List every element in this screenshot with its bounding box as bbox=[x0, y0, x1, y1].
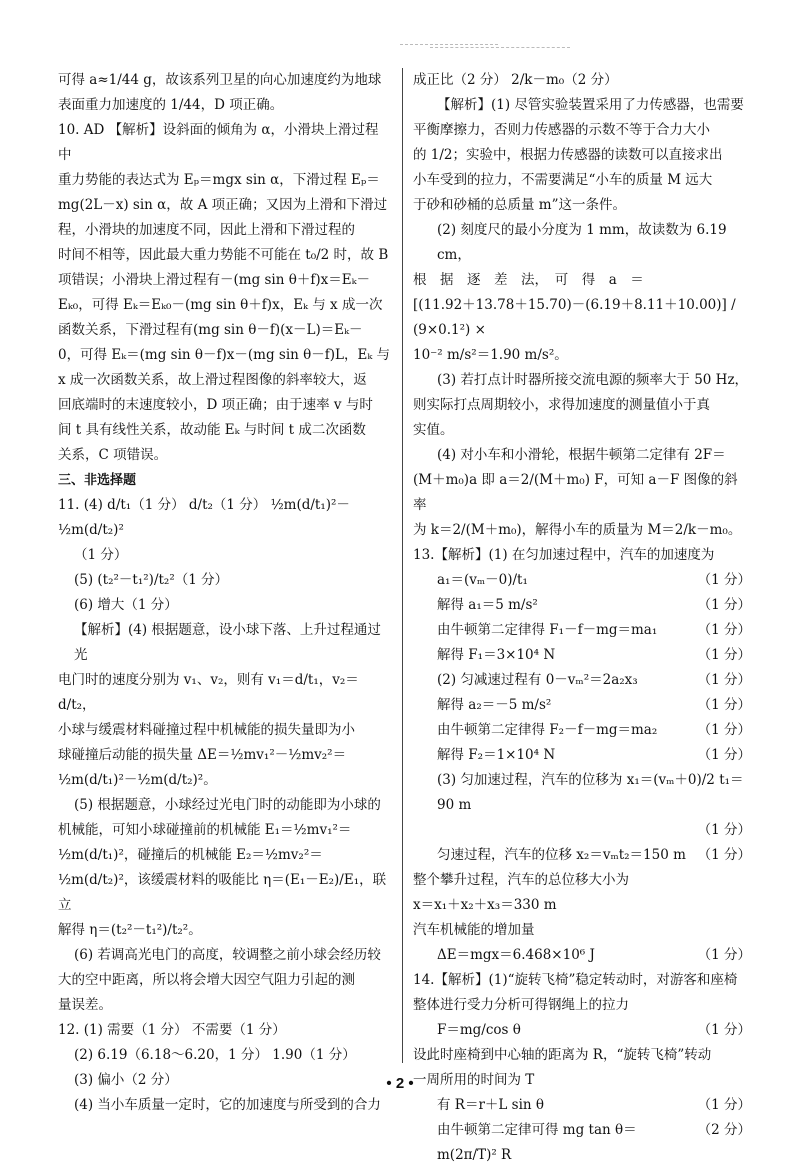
text-line: (2) 6.19（6.18～6.20，1 分） 1.90（1 分） bbox=[74, 1047, 356, 1063]
text-line: (4) 当小车质量一定时，它的加速度与所受到的合力 bbox=[74, 1097, 381, 1113]
text-line bbox=[413, 343, 751, 368]
score-label: （1 分） bbox=[697, 747, 751, 763]
text-line bbox=[413, 968, 751, 993]
text-line bbox=[413, 93, 751, 118]
line-text: 的 1/2；实验中，根据力传感器的读数可以直接求出 bbox=[413, 147, 723, 163]
text-line bbox=[413, 693, 751, 718]
text-line bbox=[413, 418, 751, 443]
text-line bbox=[413, 868, 751, 893]
score-label: （1 分） bbox=[697, 572, 751, 588]
text-line bbox=[413, 643, 751, 668]
left-column bbox=[58, 68, 392, 1113]
line-text: 由牛顿第二定律可得 mg tan θ＝m(2π/T)² R bbox=[437, 1122, 637, 1163]
page-number: • 2 • bbox=[386, 1075, 414, 1092]
text-line: ½m(d/t₁)²，碰撞后的机械能 E₂＝½mv₂²＝ bbox=[58, 847, 323, 863]
right-column bbox=[413, 68, 751, 1163]
text-line: x 成一次函数关系，故上滑过程图像的斜率较大，返 bbox=[58, 372, 367, 388]
text-line bbox=[413, 943, 751, 968]
text-line bbox=[413, 993, 751, 1018]
text-line: 11. (4) d/t₁（1 分） d/t₂（1 分） ½m(d/t₁)²－½m(d/t₂)² bbox=[58, 497, 350, 538]
text-line bbox=[413, 718, 751, 743]
line-text: 解得 F₂＝1×10⁴ N bbox=[437, 747, 556, 763]
text-line: 表面重力加速度的 1/44，D 项正确。 bbox=[58, 97, 284, 113]
text-line bbox=[413, 843, 751, 868]
text-line bbox=[413, 518, 751, 543]
line-text: (3) 匀加速过程，汽车的位移为 x₁＝(vₘ＋0)/2 t₁＝90 m bbox=[437, 772, 744, 813]
text-line bbox=[413, 768, 751, 818]
text-line: ½m(d/t₁)²－½m(d/t₂)²。 bbox=[58, 772, 217, 788]
score-label: （2 分） bbox=[697, 1122, 751, 1138]
line-text: x＝x₁＋x₂＋x₃＝330 m bbox=[413, 897, 557, 913]
line-text: (M＋m₀)a 即 a＝2/(M＋m₀) F，可知 a－F 图像的斜率 bbox=[413, 472, 738, 513]
text-line bbox=[413, 593, 751, 618]
text-line bbox=[413, 218, 751, 268]
text-line: 10. AD 【解析】设斜面的倾角为 α，小滑块上滑过程中 bbox=[58, 122, 379, 163]
text-line bbox=[413, 193, 751, 218]
line-text: 根 据 逐 差 法， 可 得 a ＝ bbox=[413, 272, 644, 288]
text-line: 球碰撞后动能的损失量 ΔE＝½mv₁²－½mv₂²＝ bbox=[58, 747, 347, 763]
text-line bbox=[413, 118, 751, 143]
text-line: 小球与缓震材料碰撞过程中机械能的损失量即为小 bbox=[58, 722, 355, 738]
text-line bbox=[413, 1043, 751, 1068]
text-line bbox=[413, 543, 751, 568]
text-line bbox=[413, 1118, 751, 1168]
text-line: 0，可得 Eₖ＝(mg sin θ－f)x－(mg sin θ－f)L，Eₖ 与 bbox=[58, 347, 391, 363]
text-line: （1 分） bbox=[74, 547, 128, 563]
text-line: 电门时的速度分别为 v₁、v₂，则有 v₁＝d/t₁，v₂＝d/t₂， bbox=[58, 672, 359, 713]
line-text: 小车受到的拉力，不需要满足“小车的质量 M 远大 bbox=[413, 172, 713, 188]
text-line: 程，小滑块的加速度不同，因此上滑和下滑过程的 bbox=[58, 222, 355, 238]
line-text bbox=[413, 818, 437, 843]
text-line bbox=[413, 143, 751, 168]
text-line: 【解析】(4) 根据题意，设小球下落、上升过程通过光 bbox=[74, 622, 381, 663]
text-line: (6) 若调高光电门的高度，较调整之前小球会经历较 bbox=[74, 947, 381, 963]
line-text: 于砂和砂桶的总质量 m”这一条件。 bbox=[413, 197, 626, 213]
score-label: （1 分） bbox=[697, 847, 751, 863]
text-line: 大的空中距离，所以将会增大因空气阻力引起的测 bbox=[58, 972, 355, 988]
line-text: 则实际打点周期较小，求得加速度的测量值小于真 bbox=[413, 397, 710, 413]
score-label: （1 分） bbox=[697, 1022, 751, 1038]
line-text: 10⁻² m/s²＝1.90 m/s²。 bbox=[413, 347, 568, 363]
text-line bbox=[413, 618, 751, 643]
score-label: （1 分） bbox=[697, 722, 751, 738]
text-line bbox=[413, 568, 751, 593]
text-line: 三、非选择题 bbox=[58, 473, 137, 488]
text-line bbox=[413, 918, 751, 943]
text-line bbox=[413, 393, 751, 418]
text-line bbox=[413, 268, 751, 293]
line-text: 整个攀升过程，汽车的总位移大小为 bbox=[413, 872, 629, 888]
score-label: （1 分） bbox=[697, 697, 751, 713]
line-text: 匀速过程，汽车的位移 x₂＝vₘt₂＝150 m bbox=[437, 847, 686, 863]
text-line: 重力势能的表达式为 Eₚ＝mgx sin α，下滑过程 Eₚ＝ bbox=[58, 172, 380, 188]
line-text: 成正比（2 分） 2/k－m₀（2 分） bbox=[413, 72, 618, 88]
text-line: 可得 a≈1/44 g，故该系列卫星的向心加速度约为地球 bbox=[58, 72, 382, 88]
score-label: （1 分） bbox=[697, 947, 751, 963]
line-text: 由牛顿第二定律得 F₂－f－mg＝ma₂ bbox=[437, 722, 658, 738]
line-text: F＝mg/cos θ bbox=[437, 1022, 521, 1038]
top-rule bbox=[430, 47, 570, 48]
text-line bbox=[413, 1093, 751, 1118]
score-label: （1 分） bbox=[697, 597, 751, 613]
text-line bbox=[413, 68, 751, 93]
text-line: 量误差。 bbox=[58, 997, 112, 1013]
text-line: mg(2L－x) sin α，故 A 项正确；又因为上滑和下滑过 bbox=[58, 197, 388, 213]
line-text: 有 R＝r＋L sin θ bbox=[437, 1097, 545, 1113]
text-line: 解得 η＝(t₂²－t₁²)/t₂²。 bbox=[58, 922, 202, 938]
column-divider bbox=[402, 68, 403, 1063]
score-label: （1 分） bbox=[697, 622, 751, 638]
line-text: (3) 若打点计时器所接交流电源的频率大于 50 Hz， bbox=[437, 372, 749, 388]
text-line: 函数关系，下滑过程有(mg sin θ－f)(x－L)＝Eₖ－ bbox=[58, 322, 363, 338]
text-line bbox=[413, 743, 751, 768]
line-text: 整体进行受力分析可得钢绳上的拉力 bbox=[413, 997, 629, 1013]
text-line bbox=[413, 293, 751, 343]
text-line: 项错误；小滑块上滑过程有－(mg sin θ＋f)x＝Eₖ－ bbox=[58, 272, 371, 288]
line-text: 由牛顿第二定律得 F₁－f－mg＝ma₁ bbox=[437, 622, 658, 638]
score-label: （1 分） bbox=[697, 672, 751, 688]
text-line bbox=[413, 668, 751, 693]
line-text: 平衡摩擦力，否则力传感器的示数不等于合力大小 bbox=[413, 122, 710, 138]
line-text: (4) 对小车和小滑轮，根据牛顿第二定律有 2F＝ bbox=[437, 447, 726, 463]
line-text: 实值。 bbox=[413, 422, 454, 438]
text-line: 机械能，可知小球碰撞前的机械能 E₁＝½mv₁²＝ bbox=[58, 822, 352, 838]
text-line: 12. (1) 需要（1 分） 不需要（1 分） bbox=[58, 1022, 286, 1038]
text-line bbox=[413, 468, 751, 518]
line-text: 解得 a₁＝5 m/s² bbox=[437, 597, 538, 613]
line-text: (2) 刻度尺的最小分度为 1 mm，故读数为 6.19 cm， bbox=[437, 222, 727, 263]
score-label: （1 分） bbox=[697, 647, 751, 663]
text-line: Eₖ₀，可得 Eₖ＝Eₖ₀－(mg sin θ＋f)x，Eₖ 与 x 成一次 bbox=[58, 297, 383, 313]
text-line: 关系，C 项错误。 bbox=[58, 447, 168, 463]
text-line bbox=[413, 1018, 751, 1043]
line-text: 汽车机械能的增加量 bbox=[413, 922, 535, 938]
text-line bbox=[413, 168, 751, 193]
line-text: 解得 F₁＝3×10⁴ N bbox=[437, 647, 556, 663]
line-text: 14.【解析】(1)“旋转飞椅”稳定转动时，对游客和座椅 bbox=[413, 972, 738, 988]
text-line: ½m(d/t₂)²，该缓震材料的吸能比 η＝(E₁－E₂)/E₁，联立 bbox=[58, 872, 387, 913]
text-line bbox=[413, 818, 751, 843]
text-line: (5) (t₂²－t₁²)/t₂²（1 分） bbox=[74, 572, 229, 588]
text-line: (6) 增大（1 分） bbox=[74, 597, 178, 613]
score-label: （1 分） bbox=[697, 822, 751, 838]
line-text: 为 k＝2/(M＋m₀)，解得小车的质量为 M＝2/k－m₀。 bbox=[413, 522, 742, 538]
line-text: 【解析】(1) 尽管实验装置采用了力传感器，也需要 bbox=[437, 97, 744, 113]
top-rule bbox=[400, 44, 498, 45]
text-line bbox=[413, 893, 751, 918]
text-line: 回底端时的末速度较小，D 项正确；由于速率 v 与时 bbox=[58, 397, 373, 413]
text-line: 时间不相等，因此最大重力势能不可能在 t₀/2 时，故 B bbox=[58, 247, 389, 263]
line-text: ΔE＝mgx＝6.468×10⁶ J bbox=[437, 947, 595, 963]
text-line: 间 t 具有线性关系，故动能 Eₖ 与时间 t 成二次函数 bbox=[58, 422, 366, 438]
text-line: (3) 偏小（2 分） bbox=[74, 1072, 178, 1088]
line-text: 一周所用的时间为 T bbox=[413, 1072, 535, 1088]
line-text: (2) 匀减速过程有 0－vₘ²＝2a₂x₃ bbox=[437, 672, 638, 688]
line-text: 解得 a₂＝－5 m/s² bbox=[437, 697, 552, 713]
text-line bbox=[413, 443, 751, 468]
line-text: 设此时座椅到中心轴的距离为 R，“旋转飞椅”转动 bbox=[413, 1047, 712, 1063]
line-text: 13.【解析】(1) 在匀加速过程中，汽车的加速度为 bbox=[413, 547, 715, 563]
line-text: [(11.92＋13.78＋15.70)－(6.19＋8.11＋10.00)] / (9×0.1²) × bbox=[413, 297, 736, 338]
text-line bbox=[413, 368, 751, 393]
line-text: a₁＝(vₘ－0)/t₁ bbox=[437, 572, 528, 588]
text-line: (5) 根据题意，小球经过光电门时的动能即为小球的 bbox=[74, 797, 381, 813]
score-label: （1 分） bbox=[697, 1097, 751, 1113]
